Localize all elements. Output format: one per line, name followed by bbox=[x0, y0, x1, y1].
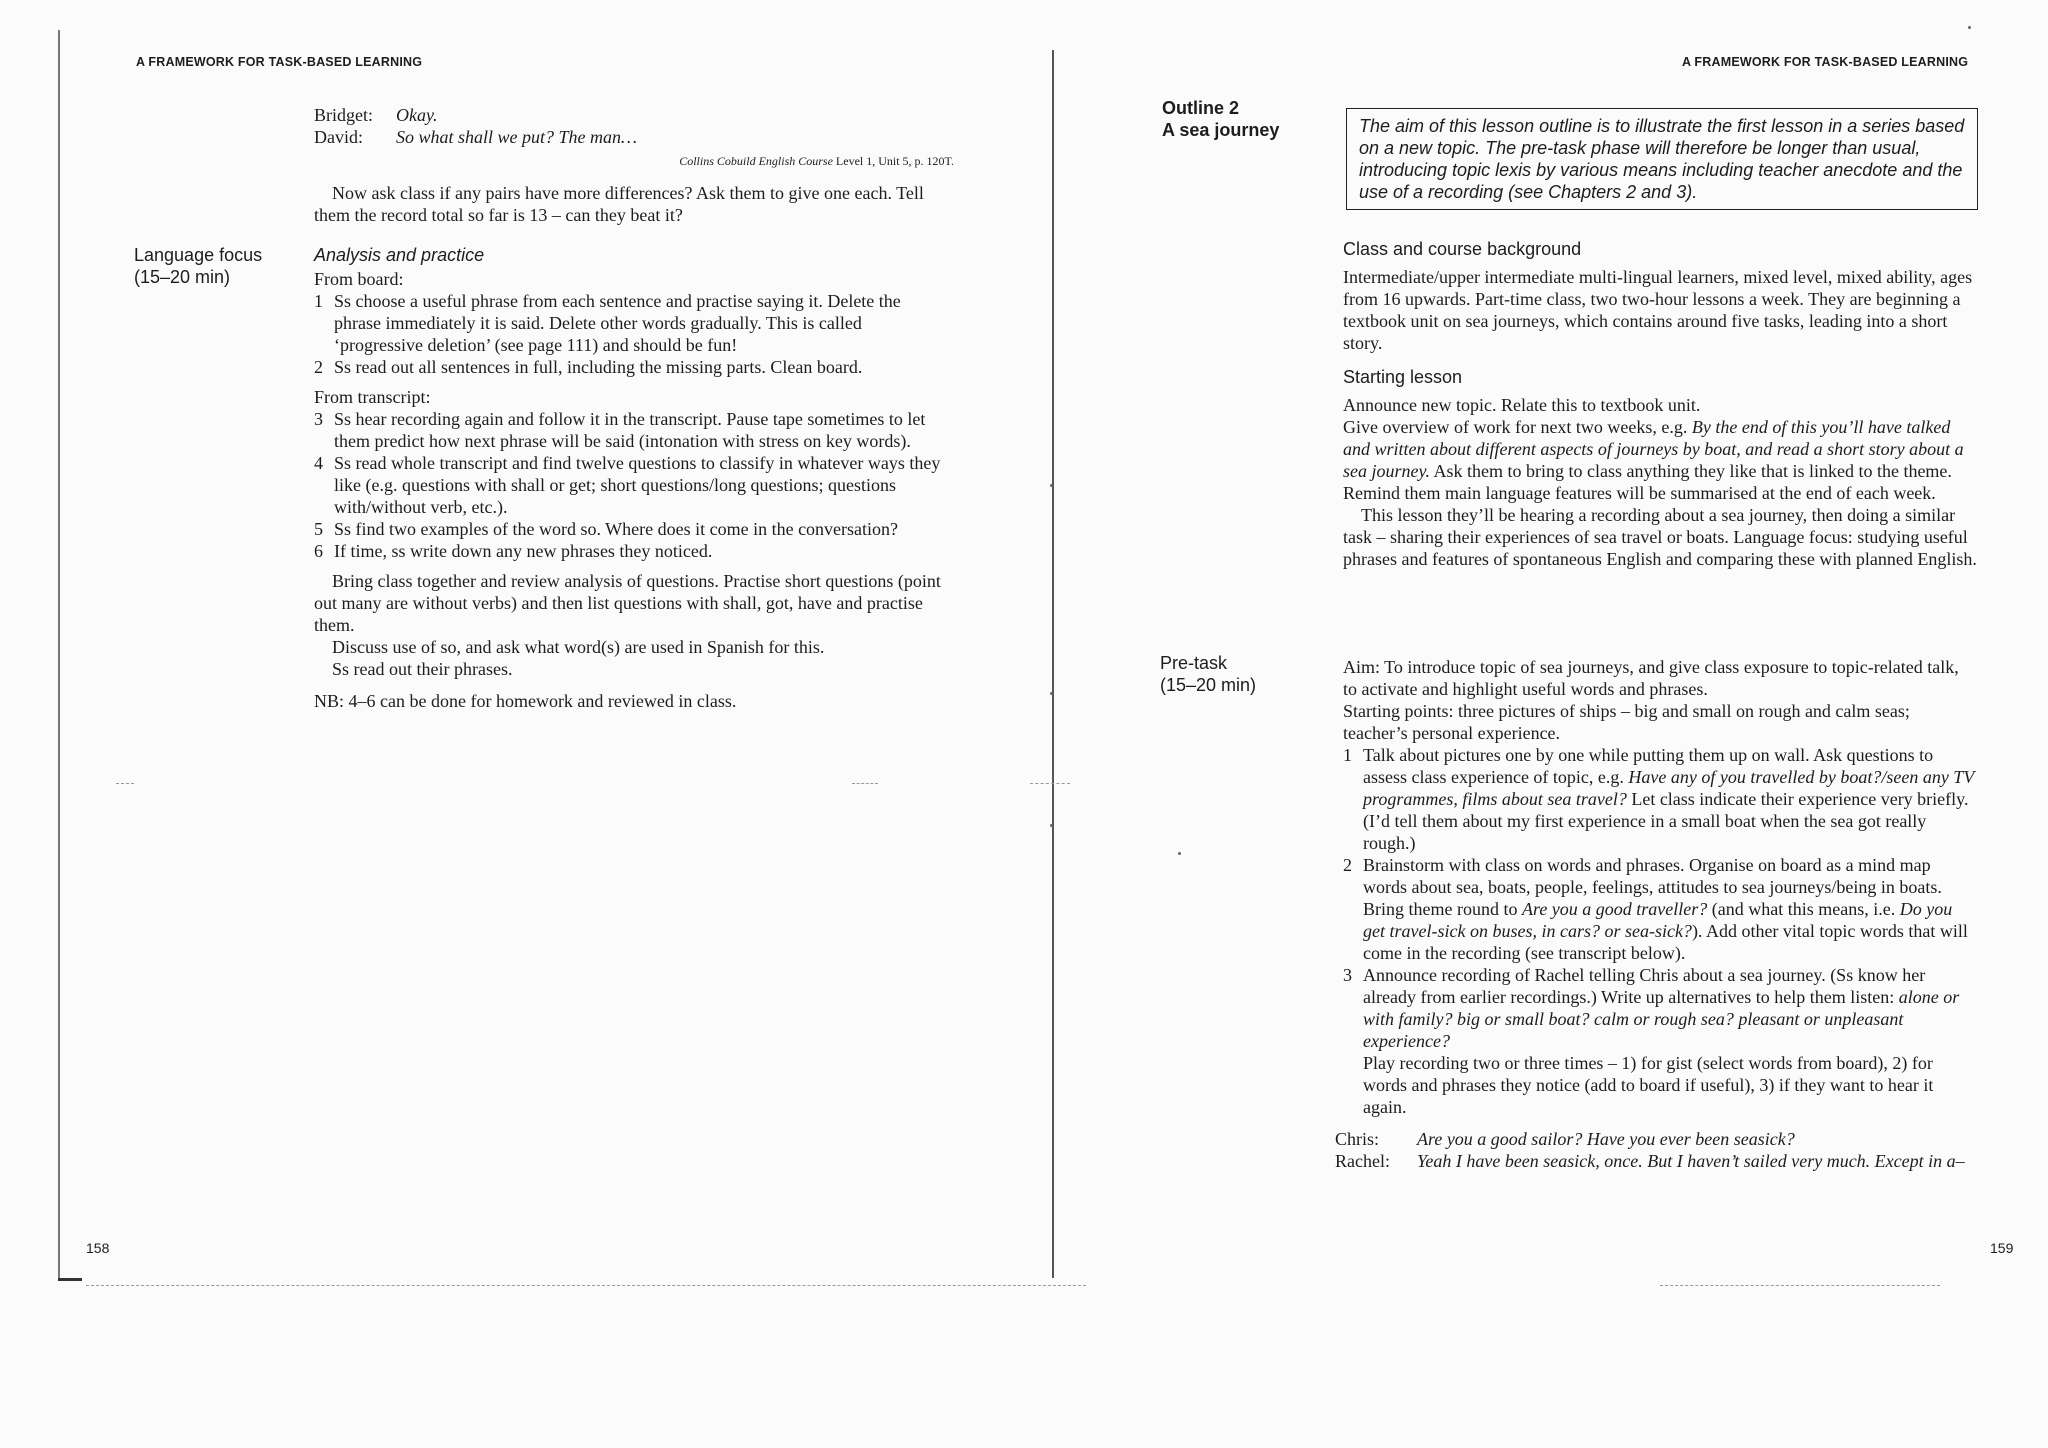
dialogue-line bbox=[314, 104, 954, 126]
transcript-list bbox=[314, 408, 946, 562]
scan-speck bbox=[1050, 484, 1053, 487]
item-number: 1 bbox=[314, 291, 323, 311]
starting-points: Starting points: three pictures of ships – big and small on rough and calm seas; teacher’s personal experience. bbox=[1343, 701, 1910, 743]
section-time: (15–20 min) bbox=[134, 267, 231, 287]
speaker-name: David: bbox=[314, 127, 363, 147]
italic-example: alone or with family? big or small boat? calm or rough sea? pleasant or unpleasant experience? bbox=[1363, 987, 1960, 1051]
starting-line-1: Announce new topic. Relate this to textbook unit. bbox=[1343, 395, 1701, 415]
language-focus-content bbox=[314, 244, 946, 712]
left-bottom-edge bbox=[86, 1285, 1086, 1286]
gutter-divider-stub bbox=[1030, 783, 1070, 784]
left-divider-stub bbox=[116, 783, 134, 784]
item-number: 4 bbox=[314, 453, 323, 473]
speaker-line: Yeah I have been seasick, once. But I haven’t sailed very much. Except in a– bbox=[1417, 1151, 1965, 1171]
scan-speck bbox=[1050, 824, 1053, 827]
speaker-name: Rachel: bbox=[1335, 1151, 1390, 1171]
text-run: Ask them to bring to class anything they like that is linked to the theme. Remind them main language features will be summarised at the end of each week. bbox=[1343, 461, 1952, 503]
phrases-paragraph: Ss read out their phrases. bbox=[332, 659, 513, 679]
starting-overview bbox=[1343, 416, 1977, 504]
section-label: Language focus bbox=[134, 245, 263, 265]
right-bottom-edge bbox=[1660, 1285, 1940, 1286]
list-item bbox=[314, 290, 946, 356]
item-text: Ss choose a useful phrase from each sentence and practise saying it. Delete the phrase immediately it is said. Delete other words gradually. This is called ‘progressive deletion’ (see page 111) and should be fun! bbox=[334, 291, 901, 355]
background-text: Intermediate/upper intermediate multi-lingual learners, mixed level, mixed ability, ages from 16 upwards. Part-time class, two two-hour lessons a week. They are beginning a textbook unit on sea journeys, which contains around five tasks, leading into a short story. bbox=[1343, 267, 1973, 353]
text-run: Play recording two or three times – 1) for gist (select words from board), 2) for words and phrases they notice (add to board if useful), 3) if they want to hear it again. bbox=[1363, 1053, 1934, 1117]
right-dialogue bbox=[1335, 1128, 1977, 1172]
section-label: Pre-task bbox=[1160, 653, 1228, 673]
list-item bbox=[1343, 854, 1977, 964]
left-running-head: A FRAMEWORK FOR TASK-BASED LEARNING bbox=[136, 55, 423, 69]
italic-example: Do you get travel-sick on buses, in cars? or sea-sick? bbox=[1363, 899, 1953, 941]
left-page-number: 158 bbox=[86, 1240, 110, 1256]
scan-speck bbox=[1050, 692, 1053, 695]
from-board-label: From board: bbox=[314, 269, 404, 289]
background-heading: Class and course background bbox=[1343, 239, 1582, 259]
speaker-line: So what shall we put? The man… bbox=[396, 127, 638, 147]
review-paragraph: Bring class together and review analysis of questions. Practise short questions (point out many are without verbs) and then list questions with shall, got, have and practise them. bbox=[314, 571, 941, 635]
left-dialogue bbox=[314, 104, 954, 148]
dialogue-line bbox=[314, 126, 954, 148]
item-number: 2 bbox=[314, 357, 323, 377]
book-spine-gutter bbox=[1052, 50, 1054, 1278]
text-run: Bring theme round to bbox=[1363, 899, 1522, 919]
text-run: Give overview of work for next two weeks, e.g. bbox=[1343, 417, 1692, 437]
item-text: Ss read whole transcript and find twelve questions to classify in whatever ways they like (e.g. questions with shall or get; short questions/long questions; questions with/without verb, etc.). bbox=[334, 453, 941, 517]
speaker-line: Okay. bbox=[396, 105, 438, 125]
aim-text: The aim of this lesson outline is to illustrate the first lesson in a series based on a new topic. The pre-task phase will therefore be longer than usual, introducing topic lexis by various means including teacher anecdote and the use of a recording (see Chapters 2 and 3). bbox=[1359, 116, 1965, 202]
dialogue-line bbox=[1335, 1150, 1977, 1172]
text-run: (and what this means, i.e. bbox=[1707, 899, 1900, 919]
item-text: Ss hear recording again and follow it in the transcript. Pause tape sometimes to let them predict how next phrase will be said (intonation with stress on key words). bbox=[334, 409, 926, 451]
text-run: Brainstorm with class on words and phrases. Organise on board as a mind map words about sea, boats, people, feelings, attitudes to sea journeys/being in boats. bbox=[1363, 855, 1942, 897]
text-run: Let class indicate their experience very briefly. (I’d tell them about my first experience in a small boat when the sea got really rough.) bbox=[1363, 789, 1969, 853]
nb-note: NB: 4–6 can be done for homework and reviewed in class. bbox=[314, 691, 737, 711]
list-item bbox=[314, 518, 946, 540]
citation-title: Collins Cobuild English Course bbox=[679, 154, 833, 168]
subheading: Analysis and practice bbox=[314, 245, 485, 265]
left-margin-rule bbox=[58, 30, 60, 1280]
starting-paragraph-2: This lesson they’ll be hearing a recording about a sea journey, then doing a similar task – sharing their experiences of sea travel or boats. Language focus: studying useful phrases and features of spontaneous English and comparing these with planned English. bbox=[1343, 505, 1977, 569]
source-citation bbox=[314, 154, 954, 169]
item-number: 3 bbox=[314, 409, 323, 429]
aim-box bbox=[1346, 108, 1978, 210]
speaker-name: Bridget: bbox=[314, 105, 373, 125]
italic-example: By the end of this you’ll have talked and written about different aspects of journeys by boat, and read a short story about a sea journey. bbox=[1343, 417, 1964, 481]
outline-title bbox=[1162, 97, 1279, 141]
citation-details: Level 1, Unit 5, p. 120T. bbox=[832, 154, 954, 168]
speaker-name: Chris: bbox=[1335, 1129, 1380, 1149]
dialogue-line bbox=[1335, 1128, 1977, 1150]
section-label-pre-task bbox=[1160, 652, 1256, 696]
italic-example: Are you a good traveller? bbox=[1521, 899, 1708, 919]
list-item bbox=[314, 540, 946, 562]
right-main-column bbox=[1343, 238, 1977, 570]
item-text: Ss read out all sentences in full, including the missing parts. Clean board. bbox=[334, 357, 863, 377]
intro-paragraph: Now ask class if any pairs have more differences? Ask them to give one each. Tell them the record total so far is 13 – can they beat it? bbox=[314, 183, 924, 225]
item-text: Ss find two examples of the word so. Where does it come in the conversation? bbox=[334, 519, 899, 539]
item-number: 5 bbox=[314, 519, 323, 539]
board-list bbox=[314, 290, 946, 378]
pre-task-content bbox=[1335, 656, 1977, 1172]
list-item bbox=[1343, 964, 1977, 1118]
text-run: Talk about pictures one by one while putting them up on wall. Ask questions to assess class experience of topic, e.g. bbox=[1363, 745, 1934, 787]
list-item bbox=[314, 356, 946, 378]
italic-example: Have any of you travelled by boat?/seen any TV programmes, films about sea travel? bbox=[1363, 767, 1974, 809]
right-page-number: 159 bbox=[1990, 1240, 2014, 1256]
from-transcript-label: From transcript: bbox=[314, 387, 431, 407]
left-divider-stub bbox=[852, 783, 878, 784]
speaker-line: Are you a good sailor? Have you ever been seasick? bbox=[1417, 1129, 1795, 1149]
item-number: 1 bbox=[1343, 745, 1352, 765]
left-bottom-corner-mark bbox=[58, 1278, 82, 1281]
text-run: Announce recording of Rachel telling Chris about a sea journey. (Ss know her already from earlier recordings.) Write up alternatives to help them listen: bbox=[1363, 965, 1926, 1007]
text-run: ). Add other vital topic words that will come in the recording (see transcript below). bbox=[1363, 921, 1968, 963]
section-label-language-focus bbox=[134, 244, 262, 288]
right-running-head: A FRAMEWORK FOR TASK-BASED LEARNING bbox=[1682, 55, 1969, 69]
aim-line: Aim: To introduce topic of sea journeys, and give class exposure to topic-related talk, to activate and highlight useful words and phrases. bbox=[1343, 657, 1959, 699]
item-number: 3 bbox=[1343, 965, 1352, 985]
list-item bbox=[1343, 744, 1977, 854]
starting-lesson-heading: Starting lesson bbox=[1343, 367, 1463, 387]
item-text: If time, ss write down any new phrases they noticed. bbox=[334, 541, 713, 561]
scan-speck bbox=[1178, 852, 1181, 855]
discuss-paragraph: Discuss use of so, and ask what word(s) are used in Spanish for this. bbox=[332, 637, 825, 657]
list-item bbox=[314, 408, 946, 452]
section-time: (15–20 min) bbox=[1160, 675, 1257, 695]
item-number: 6 bbox=[314, 541, 323, 561]
scan-speck bbox=[1968, 26, 1971, 29]
list-item bbox=[314, 452, 946, 518]
outline-number: Outline 2 bbox=[1162, 98, 1240, 118]
outline-name: A sea journey bbox=[1162, 120, 1280, 140]
pre-task-list bbox=[1343, 744, 1977, 1118]
item-number: 2 bbox=[1343, 855, 1352, 875]
